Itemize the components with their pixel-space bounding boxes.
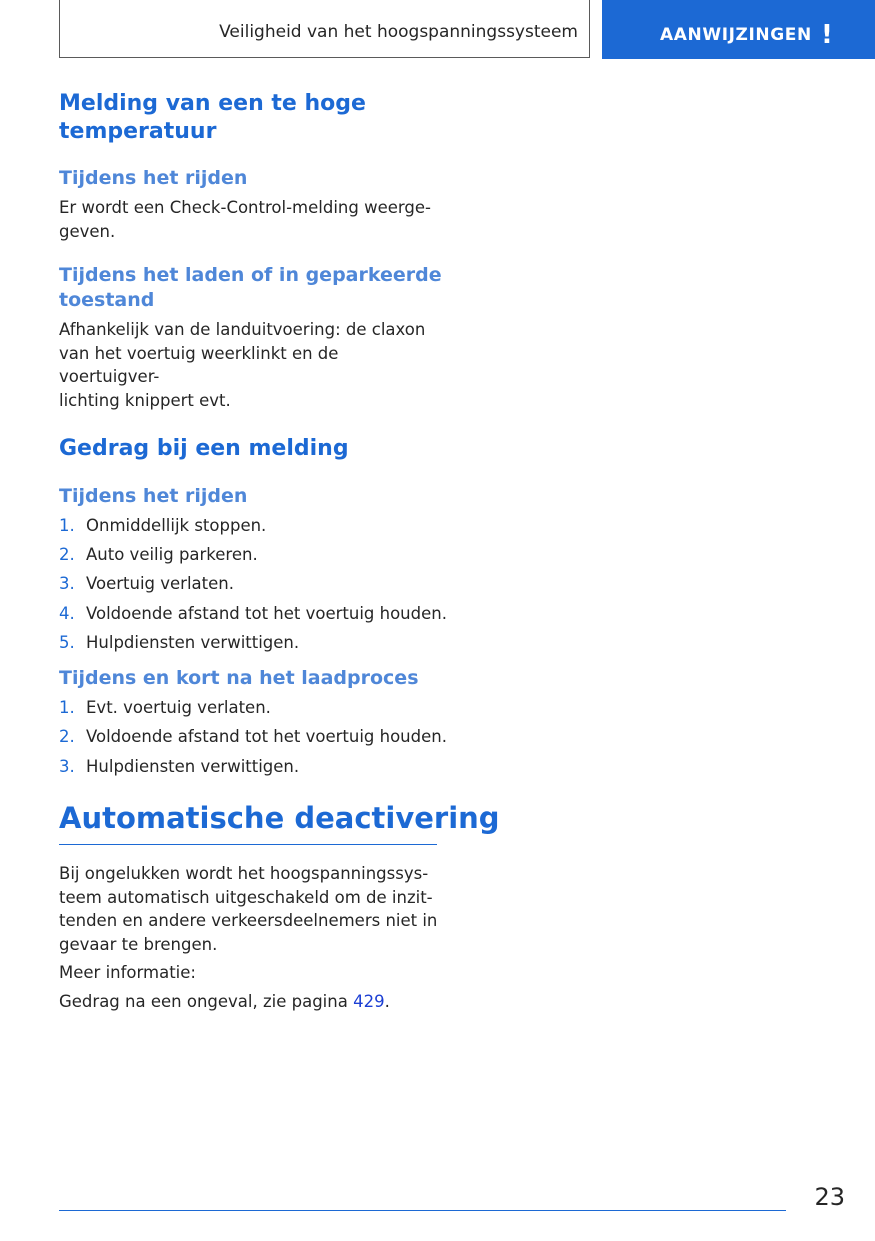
exclamation-icon: !	[821, 20, 833, 50]
paragraph-check-control: Er wordt een Check-Control-melding weerge- geven.	[59, 198, 431, 241]
list-item: 1. Onmiddellijk stoppen.	[59, 516, 267, 535]
footer-divider	[59, 1210, 786, 1211]
section-heading-temperature: Melding van een te hoge temperatuur	[59, 91, 366, 144]
header-title: Veiligheid van het hoogspanningssysteem	[219, 22, 578, 42]
list-item: 3. Voertuig verlaten.	[59, 574, 234, 594]
list-item: 5. Hulpdiensten verwittigen.	[59, 632, 300, 652]
subheading-after-charging: Tijdens en kort na het laadproces	[59, 667, 419, 690]
header-title-box	[59, 0, 590, 58]
list-item: 1. Evt. voertuig verlaten.	[59, 698, 271, 718]
section-heading-auto-deactivation: Automatische deactivering	[59, 800, 437, 845]
list-item: 4. Voldoende afstand tot het voertuig houden.	[59, 603, 447, 623]
list-item: 2. Voldoende afstand tot het voertuig houden.	[59, 727, 447, 747]
more-info-label: Meer informatie:	[59, 963, 196, 983]
page-number: 23	[814, 1183, 845, 1211]
section-tab-aanwijzingen[interactable]	[602, 0, 875, 59]
paragraph-horn-lights: Afhankelijk van de landuitvoering: de claxon van het voertuig weerklinkt en de voertuigver- lichting knippert evt.	[59, 320, 426, 410]
section-heading-behavior: Gedrag bij een melding	[59, 436, 349, 461]
subheading-driving-steps: Tijdens het rijden	[59, 485, 248, 507]
section-tab-label: AANWIJZINGEN	[660, 25, 812, 45]
cross-reference: Gedrag na een ongeval, zie pagina 429.	[59, 991, 390, 1011]
paragraph-deactivation: Bij ongelukken wordt het hoogspanningssys- teem automatisch uitgeschakeld om de inzit- tenden en andere verkeersdeelnemers niet in gevaar te brengen.	[59, 864, 438, 954]
list-item: 2. Auto veilig parkeren.	[59, 545, 258, 565]
page-content	[59, 90, 500, 1013]
subheading-driving: Tijdens het rijden	[59, 167, 248, 189]
list-item: 3. Hulpdiensten verwittigen.	[59, 756, 300, 776]
page-link-429[interactable]: 429	[353, 991, 385, 1011]
subheading-charging-parked: Tijdens het laden of in geparkeerde toestand	[59, 264, 442, 311]
steps-list-driving	[59, 514, 447, 654]
steps-list-charging	[59, 696, 447, 778]
